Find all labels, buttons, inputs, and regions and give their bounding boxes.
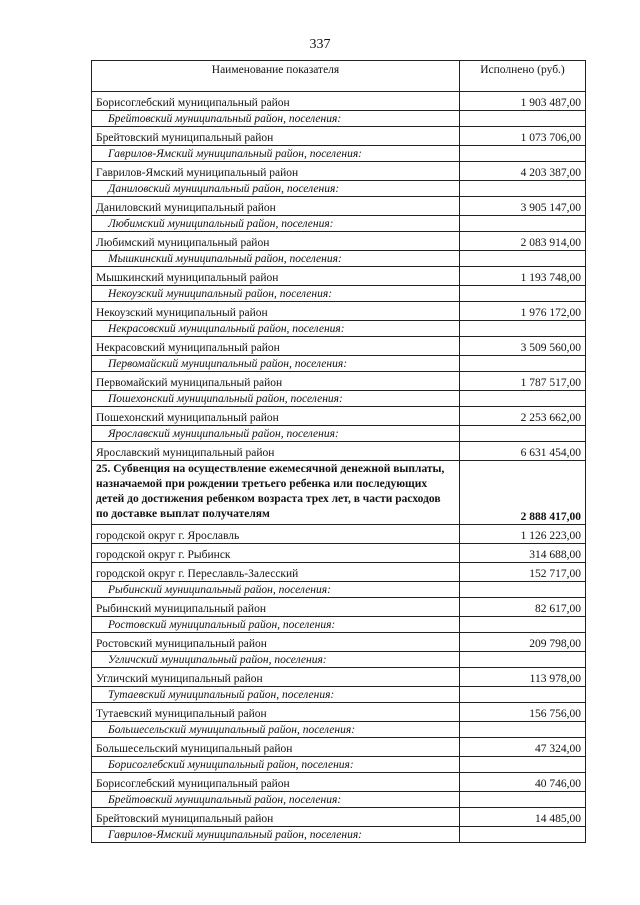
row-name: Даниловский муниципальный район, поселения: — [92, 181, 460, 197]
row-value — [460, 827, 586, 843]
row-value: 40 746,00 — [460, 773, 586, 792]
row-name: Некоузский муниципальный район — [92, 302, 460, 321]
row-name: Угличский муниципальный район, поселения: — [92, 652, 460, 668]
row-name: Некрасовский муниципальный район, поселения: — [92, 321, 460, 337]
row-name: Брейтовский муниципальный район — [92, 127, 460, 146]
row-value: 1 787 517,00 — [460, 372, 586, 391]
row-value — [460, 687, 586, 703]
row-value: 314 688,00 — [460, 544, 586, 563]
subheader-row — [92, 321, 586, 337]
row-value — [460, 356, 586, 372]
subheader-row — [92, 687, 586, 703]
table-row — [92, 525, 586, 544]
row-value — [460, 617, 586, 633]
row-value — [460, 286, 586, 302]
row-value: 1 976 172,00 — [460, 302, 586, 321]
row-name: Брейтовский муниципальный район, поселения: — [92, 792, 460, 808]
row-name: Рыбинский муниципальный район, поселения: — [92, 582, 460, 598]
row-value — [460, 216, 586, 232]
table-row — [92, 372, 586, 391]
table-row — [92, 563, 586, 582]
row-value: 6 631 454,00 — [460, 442, 586, 461]
row-name: Большесельский муниципальный район — [92, 738, 460, 757]
row-name: Большесельский муниципальный район, поселения: — [92, 722, 460, 738]
report-table — [91, 60, 586, 843]
row-name: городской округ г. Рыбинск — [92, 544, 460, 563]
row-name: Ярославский муниципальный район, поселения: — [92, 426, 460, 442]
row-name: Любимский муниципальный район — [92, 232, 460, 251]
table-row — [92, 598, 586, 617]
subheader-row — [92, 181, 586, 197]
subheader-row — [92, 286, 586, 302]
row-value — [460, 652, 586, 668]
subheader-row — [92, 722, 586, 738]
subheader-row — [92, 582, 586, 598]
row-name: Даниловский муниципальный район — [92, 197, 460, 216]
row-value — [460, 251, 586, 267]
table-row — [92, 738, 586, 757]
subheader-row — [92, 251, 586, 267]
subheader-row — [92, 757, 586, 773]
table-row — [92, 232, 586, 251]
row-name: Некрасовский муниципальный район — [92, 337, 460, 356]
row-value: 1 126 223,00 — [460, 525, 586, 544]
row-value: 14 485,00 — [460, 808, 586, 827]
row-name: Пошехонский муниципальный район, поселения: — [92, 391, 460, 407]
table-row — [92, 703, 586, 722]
row-value — [460, 792, 586, 808]
table-header-row — [92, 61, 586, 92]
subheader-row — [92, 111, 586, 127]
row-value: 47 324,00 — [460, 738, 586, 757]
row-name: Борисоглебский муниципальный район — [92, 773, 460, 792]
row-value: 152 717,00 — [460, 563, 586, 582]
row-name: 25. Субвенция на осуществление ежемесячной денежной выплаты, назначаемой при рождении третьего ребенка или последующих детей до достижения ребенком возраста трех лет, в части расходов по доставке выплат получателям — [92, 461, 460, 525]
table-row — [92, 668, 586, 687]
subheader-row — [92, 827, 586, 843]
row-value — [460, 757, 586, 773]
row-name: Пошехонский муниципальный район — [92, 407, 460, 426]
row-name: Гаврилов-Ямский муниципальный район, поселения: — [92, 146, 460, 162]
table-row — [92, 197, 586, 216]
row-name: городской округ г. Переславль-Залесский — [92, 563, 460, 582]
table-row — [92, 337, 586, 356]
subheader-row — [92, 652, 586, 668]
row-value: 3 509 560,00 — [460, 337, 586, 356]
row-name: Первомайский муниципальный район, поселения: — [92, 356, 460, 372]
row-value — [460, 582, 586, 598]
row-value — [460, 111, 586, 127]
row-value: 156 756,00 — [460, 703, 586, 722]
row-name: Ростовский муниципальный район — [92, 633, 460, 652]
row-name: Тутаевский муниципальный район — [92, 703, 460, 722]
section-row — [92, 461, 586, 525]
table-row — [92, 302, 586, 321]
row-name: Брейтовский муниципальный район, поселения: — [92, 111, 460, 127]
row-value — [460, 391, 586, 407]
row-value: 1 193 748,00 — [460, 267, 586, 286]
row-name: Борисоглебский муниципальный район — [92, 92, 460, 111]
subheader-row — [92, 426, 586, 442]
table-row — [92, 773, 586, 792]
row-name: Любимский муниципальный район, поселения: — [92, 216, 460, 232]
row-name: Гаврилов-Ямский муниципальный район, поселения: — [92, 827, 460, 843]
table-body — [92, 92, 586, 843]
row-value: 2 888 417,00 — [460, 461, 586, 525]
table-row — [92, 127, 586, 146]
row-name: Ярославский муниципальный район — [92, 442, 460, 461]
subheader-row — [92, 617, 586, 633]
row-name: городской округ г. Ярославль — [92, 525, 460, 544]
table-row — [92, 92, 586, 111]
row-name: Мышкинский муниципальный район, поселения: — [92, 251, 460, 267]
row-value: 4 203 387,00 — [460, 162, 586, 181]
row-name: Брейтовский муниципальный район — [92, 808, 460, 827]
table-row — [92, 808, 586, 827]
row-name: Ростовский муниципальный район, поселения: — [92, 617, 460, 633]
row-value: 209 798,00 — [460, 633, 586, 652]
row-value: 82 617,00 — [460, 598, 586, 617]
row-value — [460, 146, 586, 162]
table-row — [92, 544, 586, 563]
row-value: 3 905 147,00 — [460, 197, 586, 216]
subheader-row — [92, 146, 586, 162]
row-value: 1 903 487,00 — [460, 92, 586, 111]
column-header-value: Исполнено (руб.) — [460, 61, 586, 92]
row-value — [460, 321, 586, 337]
row-value: 2 083 914,00 — [460, 232, 586, 251]
table-row — [92, 162, 586, 181]
table-row — [92, 267, 586, 286]
subheader-row — [92, 356, 586, 372]
row-value: 2 253 662,00 — [460, 407, 586, 426]
subheader-row — [92, 216, 586, 232]
page-number: 337 — [309, 37, 331, 52]
row-value — [460, 426, 586, 442]
table-row — [92, 407, 586, 426]
row-value — [460, 181, 586, 197]
row-value — [460, 722, 586, 738]
subheader-row — [92, 792, 586, 808]
row-name: Гаврилов-Ямский муниципальный район — [92, 162, 460, 181]
row-name: Тутаевский муниципальный район, поселения: — [92, 687, 460, 703]
row-name: Борисоглебский муниципальный район, поселения: — [92, 757, 460, 773]
subheader-row — [92, 391, 586, 407]
table-row — [92, 442, 586, 461]
column-header-name: Наименование показателя — [92, 61, 460, 92]
row-name: Некоузский муниципальный район, поселения: — [92, 286, 460, 302]
row-value: 1 073 706,00 — [460, 127, 586, 146]
row-name: Угличский муниципальный район — [92, 668, 460, 687]
row-value: 113 978,00 — [460, 668, 586, 687]
row-name: Рыбинский муниципальный район — [92, 598, 460, 617]
table-row — [92, 633, 586, 652]
row-name: Мышкинский муниципальный район — [92, 267, 460, 286]
row-name: Первомайский муниципальный район — [92, 372, 460, 391]
